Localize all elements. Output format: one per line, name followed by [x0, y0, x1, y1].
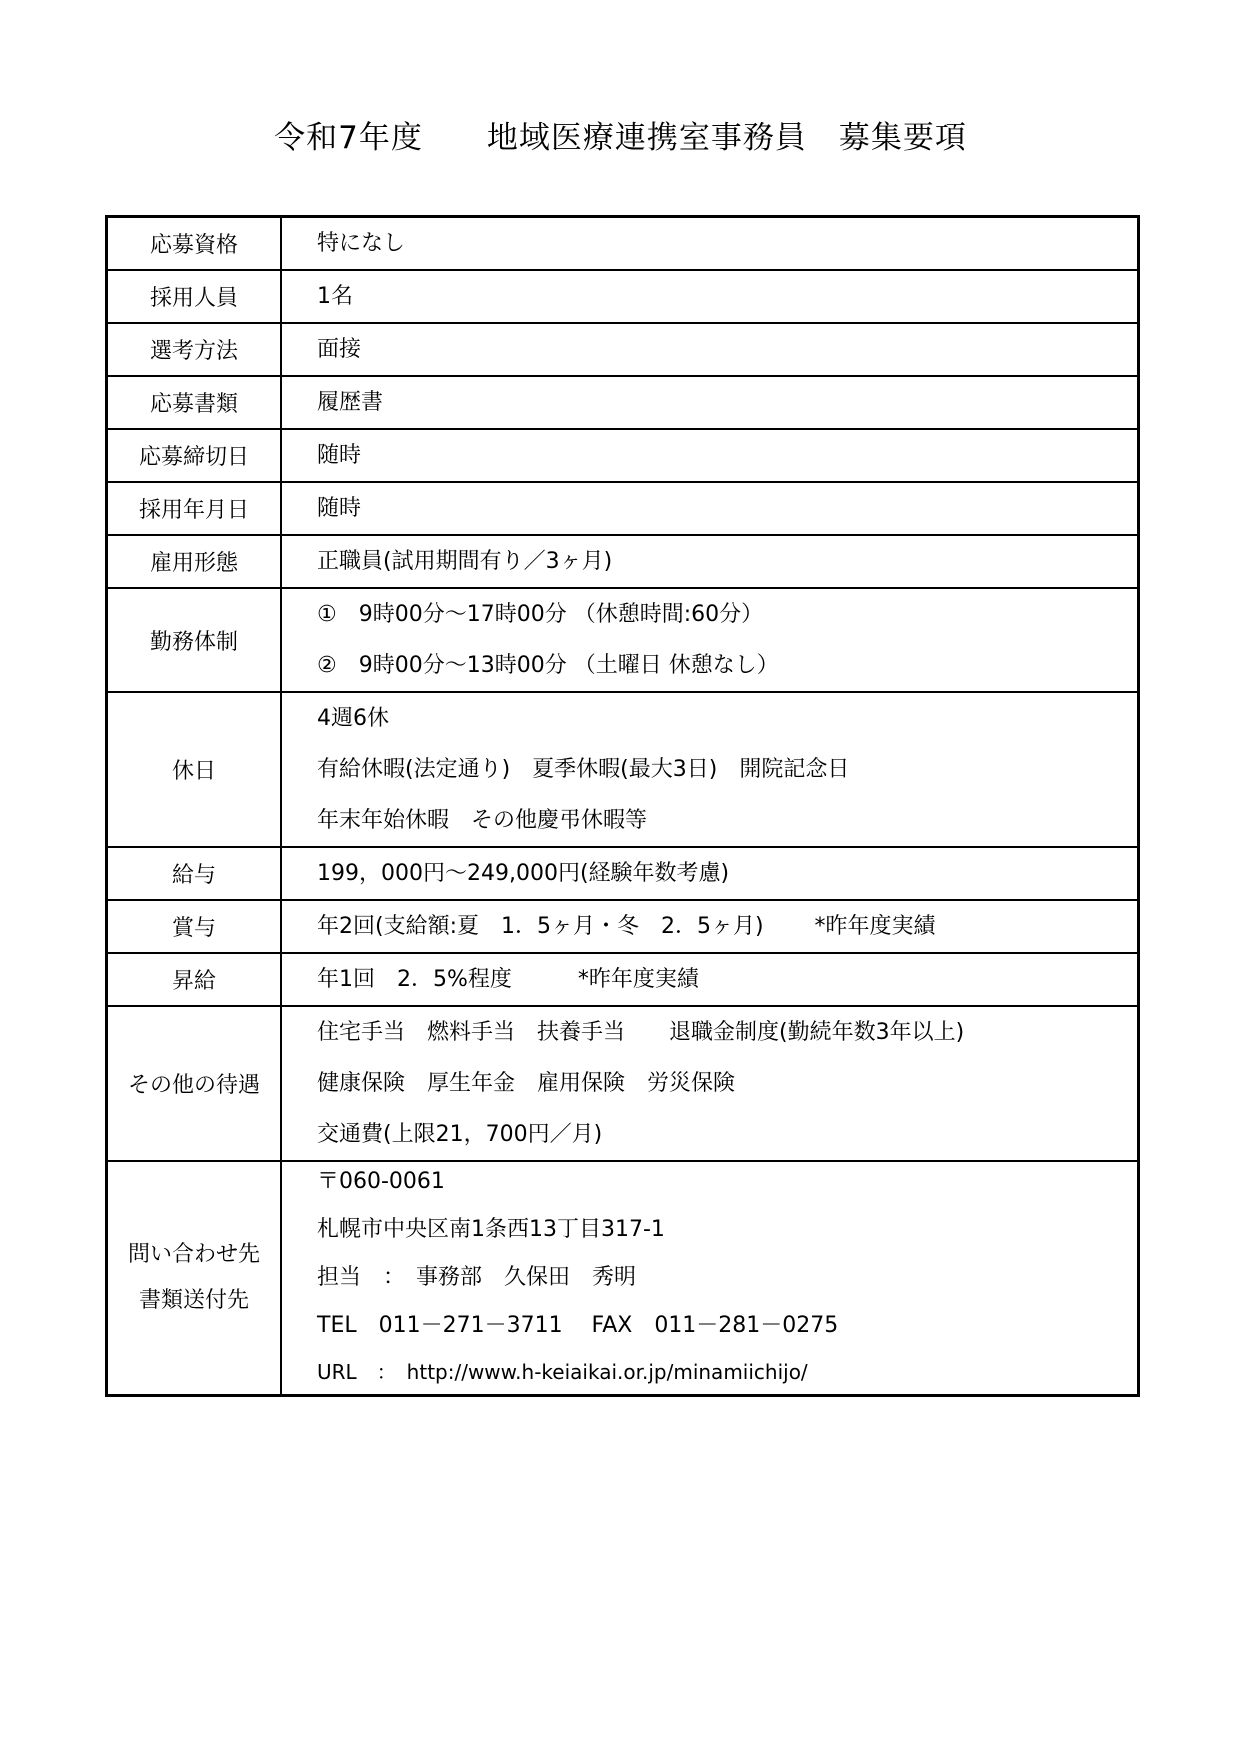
table-row	[107, 953, 1139, 1006]
row-label: 賞与	[107, 900, 282, 953]
row-label: 勤務体制	[107, 588, 282, 692]
table-row	[107, 900, 1139, 953]
row-label: 採用年月日	[107, 482, 282, 535]
value-line: 随時	[317, 496, 362, 521]
row-label: 雇用形態	[107, 535, 282, 588]
table-row	[107, 588, 1139, 692]
table-row	[107, 376, 1139, 429]
value-line: 1名	[317, 284, 353, 309]
row-value	[281, 429, 1139, 482]
recruitment-table	[105, 215, 1140, 1397]
row-value	[281, 1161, 1139, 1396]
table-row	[107, 535, 1139, 588]
row-label	[107, 1161, 282, 1396]
row-value	[281, 482, 1139, 535]
contact-person: 担当 ： 事務部 久保田 秀明	[317, 1265, 637, 1290]
row-value	[281, 217, 1139, 271]
row-label: その他の待遇	[107, 1006, 282, 1161]
value-line: 随時	[317, 443, 362, 468]
table-row	[107, 1161, 1139, 1396]
row-value	[281, 953, 1139, 1006]
postal-code: 〒060-0061	[317, 1169, 445, 1194]
table-row	[107, 692, 1139, 847]
value-line: 4週6休	[317, 706, 389, 731]
value-line: 住宅手当 燃料手当 扶養手当 退職金制度(勤続年数3年以上)	[317, 1020, 965, 1045]
table-row	[107, 323, 1139, 376]
row-label: 採用人員	[107, 270, 282, 323]
table-row	[107, 217, 1139, 271]
row-value	[281, 535, 1139, 588]
row-value	[281, 900, 1139, 953]
value-line: 有給休暇(法定通り) 夏季休暇(最大3日) 開院記念日	[317, 757, 850, 782]
row-label: 昇給	[107, 953, 282, 1006]
row-value	[281, 270, 1139, 323]
phone-fax: TEL 011－271－3711 FAX 011－281－0275	[317, 1313, 839, 1338]
value-line: 履歴書	[317, 390, 384, 415]
row-label: 応募締切日	[107, 429, 282, 482]
table-row	[107, 429, 1139, 482]
value-line: 年2回(支給額:夏 1．5ヶ月・冬 2．5ヶ月) *昨年度実績	[317, 914, 936, 939]
value-line: 特になし	[317, 231, 406, 256]
document-destination-label: 書類送付先	[138, 1288, 249, 1313]
row-value	[281, 323, 1139, 376]
value-line: 年末年始休暇 その他慶弔休暇等	[317, 808, 648, 833]
row-label: 選考方法	[107, 323, 282, 376]
page-title: 令和7年度 地域医療連携室事務員 募集要項	[274, 120, 967, 156]
value-line: 健康保険 厚生年金 雇用保険 労災保険	[317, 1071, 736, 1096]
website-url[interactable]: URL ： http://www.h-keiaikai.or.jp/minamiichijo/	[317, 1360, 808, 1384]
value-line: 199，000円～249,000円(経験年数考慮)	[317, 861, 730, 886]
table-row	[107, 482, 1139, 535]
value-line: ② 9時00分～13時00分 （土曜日 休憩なし）	[317, 653, 779, 678]
row-label: 応募書類	[107, 376, 282, 429]
row-label: 休日	[107, 692, 282, 847]
row-value	[281, 1006, 1139, 1161]
row-label: 応募資格	[107, 217, 282, 271]
value-line: 交通費(上限21，700円／月)	[317, 1122, 603, 1147]
table-row	[107, 270, 1139, 323]
address: 札幌市中央区南1条西13丁目317-1	[317, 1217, 665, 1242]
value-line: 正職員(試用期間有り／3ヶ月)	[317, 549, 613, 574]
contact-label: 問い合わせ先	[127, 1242, 260, 1267]
value-line: ① 9時00分～17時00分 （休憩時間:60分）	[317, 602, 764, 627]
table-row	[107, 847, 1139, 900]
value-line: 年1回 2．5%程度 *昨年度実績	[317, 967, 699, 992]
row-value	[281, 588, 1139, 692]
row-value	[281, 692, 1139, 847]
value-line: 面接	[317, 337, 362, 362]
row-value	[281, 847, 1139, 900]
table-row	[107, 1006, 1139, 1161]
row-label: 給与	[107, 847, 282, 900]
row-value	[281, 376, 1139, 429]
